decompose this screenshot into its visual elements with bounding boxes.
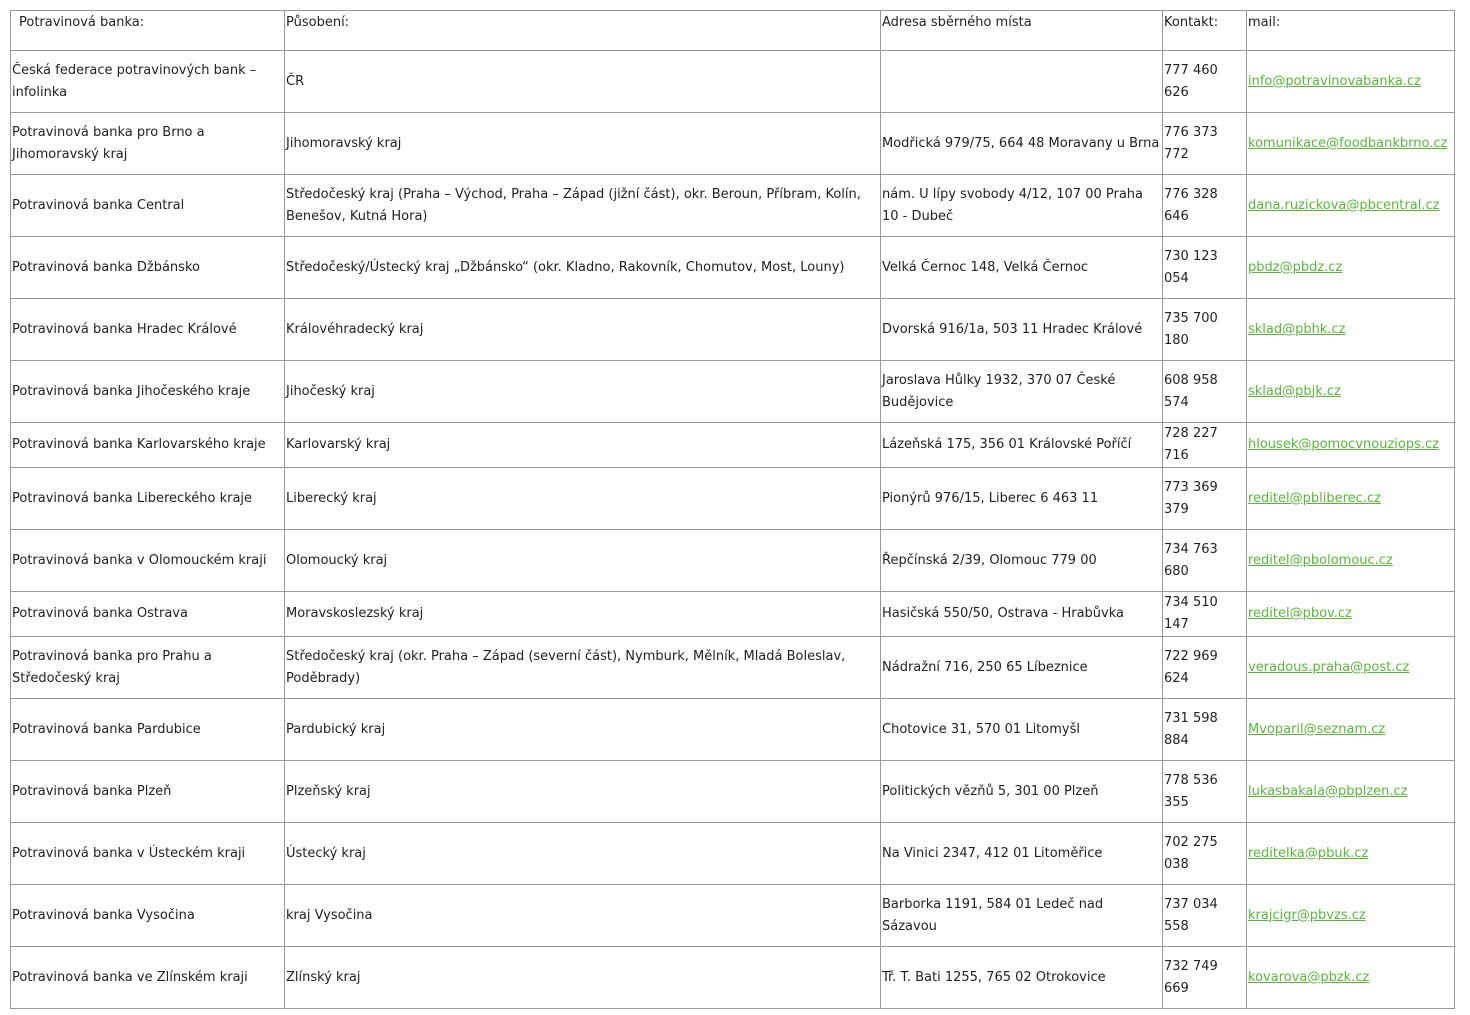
bank-name-cell: Potravinová banka v Olomouckém kraji xyxy=(11,530,285,592)
bank-name-cell: Potravinová banka ve Zlínském kraji xyxy=(11,947,285,1009)
mail-cell xyxy=(1247,947,1455,1009)
email-link[interactable]: dana.ruzickova@pbcentral.cz xyxy=(1248,197,1440,213)
bank-name-cell: Potravinová banka pro Prahu a Středočeský kraj xyxy=(11,637,285,699)
mail-cell xyxy=(1247,885,1455,947)
area-cell: Ústecký kraj xyxy=(285,823,881,885)
table-row xyxy=(11,699,1455,761)
address-cell: nám. U lípy svobody 4/12, 107 00 Praha 10 - Dubeč xyxy=(881,175,1163,237)
email-link[interactable]: info@potravinovabanka.cz xyxy=(1248,73,1421,89)
table-row xyxy=(11,592,1455,637)
area-cell: Královéhradecký kraj xyxy=(285,299,881,361)
area-cell: Středočeský kraj (Praha – Východ, Praha – Západ (jižní část), okr. Beroun, Příbram, Kolín, Benešov, Kutná Hora) xyxy=(285,175,881,237)
mail-cell xyxy=(1247,113,1455,175)
mail-cell xyxy=(1247,175,1455,237)
mail-cell xyxy=(1247,51,1455,113)
header-mail: mail: xyxy=(1247,11,1455,51)
email-link[interactable]: komunikace@foodbankbrno.cz xyxy=(1248,135,1448,151)
contact-cell: 776 373 772 xyxy=(1163,113,1247,175)
table-row xyxy=(11,885,1455,947)
table-header-row xyxy=(11,11,1455,51)
contact-cell: 776 328 646 xyxy=(1163,175,1247,237)
bank-name-cell: Potravinová banka Jihočeského kraje xyxy=(11,361,285,423)
contact-cell: 608 958 574 xyxy=(1163,361,1247,423)
email-link[interactable]: reditel@pbliberec.cz xyxy=(1248,490,1381,506)
address-cell: Tř. T. Bati 1255, 765 02 Otrokovice xyxy=(881,947,1163,1009)
address-cell: Nádražní 716, 250 65 Líbeznice xyxy=(881,637,1163,699)
mail-cell xyxy=(1247,530,1455,592)
table-row xyxy=(11,423,1455,468)
area-cell: Středočeský kraj (okr. Praha – Západ (severní část), Nymburk, Mělník, Mladá Boleslav, Poděbrady) xyxy=(285,637,881,699)
area-cell: Plzeňský kraj xyxy=(285,761,881,823)
mail-cell xyxy=(1247,237,1455,299)
area-cell: Pardubický kraj xyxy=(285,699,881,761)
bank-name-cell: Potravinová banka Central xyxy=(11,175,285,237)
address-cell: Dvorská 916/1a, 503 11 Hradec Králové xyxy=(881,299,1163,361)
email-link[interactable]: reditelka@pbuk.cz xyxy=(1248,845,1369,861)
contact-cell: 732 749 669 xyxy=(1163,947,1247,1009)
area-cell: Liberecký kraj xyxy=(285,468,881,530)
contact-cell: 737 034 558 xyxy=(1163,885,1247,947)
email-link[interactable]: hlousek@pomocvnouziops.cz xyxy=(1248,437,1439,452)
address-cell: Na Vinici 2347, 412 01 Litoměřice xyxy=(881,823,1163,885)
table-row xyxy=(11,361,1455,423)
contact-cell: 778 536 355 xyxy=(1163,761,1247,823)
email-link[interactable]: reditel@pbov.cz xyxy=(1248,606,1352,621)
contact-cell: 728 227 716 xyxy=(1163,423,1247,468)
contact-cell: 777 460 626 xyxy=(1163,51,1247,113)
area-cell: ČR xyxy=(285,51,881,113)
contact-cell: 773 369 379 xyxy=(1163,468,1247,530)
bank-name-cell: Potravinová banka Karlovarského kraje xyxy=(11,423,285,468)
contact-cell: 735 700 180 xyxy=(1163,299,1247,361)
email-link[interactable]: sklad@pbhk.cz xyxy=(1248,321,1346,337)
area-cell: Jihomoravský kraj xyxy=(285,113,881,175)
mail-cell xyxy=(1247,299,1455,361)
area-cell: Jihočeský kraj xyxy=(285,361,881,423)
contact-cell: 702 275 038 xyxy=(1163,823,1247,885)
mail-cell xyxy=(1247,592,1455,637)
table-row xyxy=(11,761,1455,823)
mail-cell xyxy=(1247,823,1455,885)
address-cell: Chotovice 31, 570 01 Litomyšl xyxy=(881,699,1163,761)
bank-name-cell: Potravinová banka Ostrava xyxy=(11,592,285,637)
table-row xyxy=(11,237,1455,299)
header-bank: Potravinová banka: xyxy=(11,11,285,51)
contact-cell: 734 763 680 xyxy=(1163,530,1247,592)
area-cell: Olomoucký kraj xyxy=(285,530,881,592)
address-cell: Hasičská 550/50, Ostrava - Hrabůvka xyxy=(881,592,1163,637)
table-row xyxy=(11,175,1455,237)
area-cell: Karlovarský kraj xyxy=(285,423,881,468)
contact-cell: 730 123 054 xyxy=(1163,237,1247,299)
mail-cell xyxy=(1247,637,1455,699)
address-cell: Barborka 1191, 584 01 Ledeč nad Sázavou xyxy=(881,885,1163,947)
email-link[interactable]: veradous.praha@post.cz xyxy=(1248,659,1410,675)
header-area: Působení: xyxy=(285,11,881,51)
table-row xyxy=(11,637,1455,699)
contact-cell: 731 598 884 xyxy=(1163,699,1247,761)
address-cell xyxy=(881,51,1163,113)
header-address: Adresa sběrného místa xyxy=(881,11,1163,51)
bank-name-cell: Potravinová banka pro Brno a Jihomoravský kraj xyxy=(11,113,285,175)
email-link[interactable]: Mvoparil@seznam.cz xyxy=(1248,721,1386,737)
email-link[interactable]: reditel@pbolomouc.cz xyxy=(1248,552,1393,568)
table-row xyxy=(11,51,1455,113)
mail-cell xyxy=(1247,423,1455,468)
bank-name-cell: Potravinová banka Plzeň xyxy=(11,761,285,823)
mail-cell xyxy=(1247,699,1455,761)
bank-name-cell: Potravinová banka v Ústeckém kraji xyxy=(11,823,285,885)
contact-cell: 734 510 147 xyxy=(1163,592,1247,637)
area-cell: Moravskoslezský kraj xyxy=(285,592,881,637)
bank-name-cell: Potravinová banka Hradec Králové xyxy=(11,299,285,361)
address-cell: Jaroslava Hůlky 1932, 370 07 České Budějovice xyxy=(881,361,1163,423)
food-bank-table xyxy=(10,10,1455,1009)
mail-cell xyxy=(1247,761,1455,823)
table-row xyxy=(11,468,1455,530)
table-row xyxy=(11,823,1455,885)
table-row xyxy=(11,530,1455,592)
address-cell: Pionýrů 976/15, Liberec 6 463 11 xyxy=(881,468,1163,530)
bank-name-cell: Potravinová banka Pardubice xyxy=(11,699,285,761)
address-cell: Politických vězňů 5, 301 00 Plzeň xyxy=(881,761,1163,823)
email-link[interactable]: kovarova@pbzk.cz xyxy=(1248,969,1370,985)
email-link[interactable]: sklad@pbjk.cz xyxy=(1248,383,1341,399)
mail-cell xyxy=(1247,361,1455,423)
email-link[interactable]: pbdz@pbdz.cz xyxy=(1248,259,1343,275)
bank-name-cell: Potravinová banka Libereckého kraje xyxy=(11,468,285,530)
bank-name-cell: Česká federace potravinových bank – infolinka xyxy=(11,51,285,113)
table-row xyxy=(11,113,1455,175)
area-cell: kraj Vysočina xyxy=(285,885,881,947)
area-cell: Středočeský/Ústecký kraj „Džbánsko“ (okr. Kladno, Rakovník, Chomutov, Most, Louny) xyxy=(285,237,881,299)
email-link[interactable]: krajcigr@pbvzs.cz xyxy=(1248,907,1366,923)
header-contact: Kontakt: xyxy=(1163,11,1247,51)
bank-name-cell: Potravinová banka Vysočina xyxy=(11,885,285,947)
address-cell: Velká Černoc 148, Velká Černoc xyxy=(881,237,1163,299)
area-cell: Zlínský kraj xyxy=(285,947,881,1009)
contact-cell: 722 969 624 xyxy=(1163,637,1247,699)
address-cell: Lázeňská 175, 356 01 Královské Poříčí xyxy=(881,423,1163,468)
table-row xyxy=(11,947,1455,1009)
address-cell: Řepčínská 2/39, Olomouc 779 00 xyxy=(881,530,1163,592)
address-cell: Modřická 979/75, 664 48 Moravany u Brna xyxy=(881,113,1163,175)
email-link[interactable]: lukasbakala@pbplzen.cz xyxy=(1248,783,1408,799)
table-row xyxy=(11,299,1455,361)
bank-name-cell: Potravinová banka Džbánsko xyxy=(11,237,285,299)
mail-cell xyxy=(1247,468,1455,530)
